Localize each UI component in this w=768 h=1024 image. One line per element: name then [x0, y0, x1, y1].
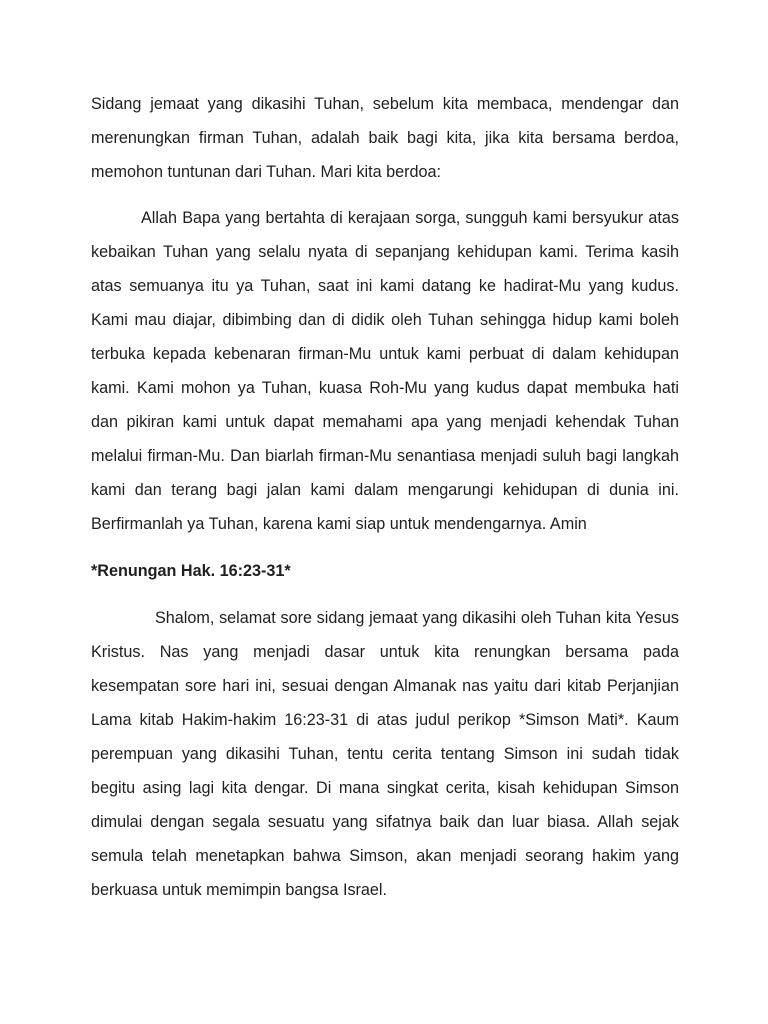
prayer-paragraph: Allah Bapa yang bertahta di kerajaan sorga, sungguh kami bersyukur atas kebaikan Tuhan yang selalu nyata di sepanjang kehidupan kami. Terima kasih atas semuanya itu ya Tuhan, saat ini kami datang ke hadirat-Mu yang kudus. Kami mau diajar, dibimbing dan di didik oleh Tuhan sehingga hidup kami boleh terbuka kepada kebenaran firman-Mu untuk kami perbuat di dalam kehidupan kami. Kami mohon ya Tuhan, kuasa Roh-Mu yang kudus dapat membuka hati dan pikiran kami untuk dapat memahami apa yang menjadi kehendak Tuhan melalui firman-Mu. Dan biarlah firman-Mu senantiasa menjadi suluh bagi langkah kami dan terang bagi jalan kami dalam mengarungi kehidupan di dunia ini. Berfirmanlah ya Tuhan, karena kami siap untuk mendengarnya. Amin — [91, 209, 679, 533]
sermon-paragraph: Shalom, selamat sore sidang jemaat yang dikasihi oleh Tuhan kita Yesus Kristus. Nas yang menjadi dasar untuk kita renungkan bersama pada kesempatan sore hari ini, sesuai dengan Almanak nas yaitu dari kitab Perjanjian Lama kitab Hakim-hakim 16:23-31 di atas judul perikop *Simson Mati*. Kaum perempuan yang dikasihi Tuhan, tentu cerita tentang Simson ini sudah tidak begitu asing lagi kita dengar. Di mana singkat cerita, kisah kehidupan Simson dimulai dengan segala sesuatu yang sifatnya baik dan luar biasa. Allah sejak semula telah menetapkan bahwa Simson, akan menjadi seorang hakim yang berkuasa untuk memimpin bangsa Israel. — [91, 609, 679, 899]
document-body — [91, 87, 679, 907]
sermon-heading: *Renungan Hak. 16:23-31* — [91, 562, 291, 580]
intro-paragraph: Sidang jemaat yang dikasihi Tuhan, sebelum kita membaca, mendengar dan merenungkan firman Tuhan, adalah baik bagi kita, jika kita bersama berdoa, memohon tuntunan dari Tuhan. Mari kita berdoa: — [91, 95, 679, 181]
